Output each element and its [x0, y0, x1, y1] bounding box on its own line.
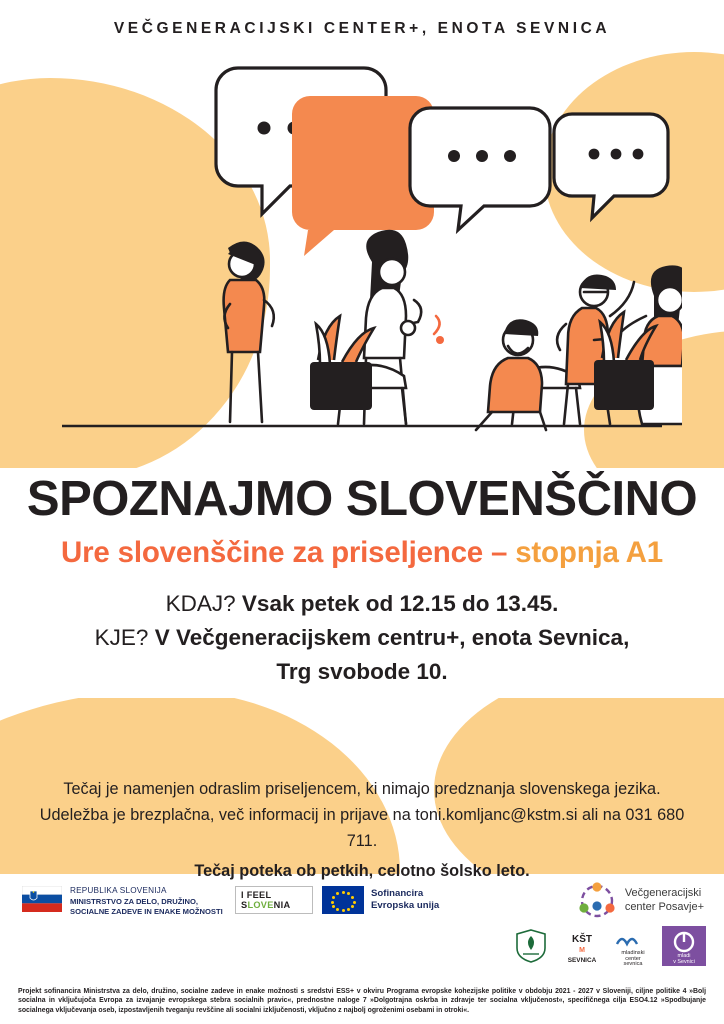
eu-line-2: Evropska unija	[371, 900, 440, 911]
ifeel-line-1: I FEEL	[241, 890, 272, 900]
mladi-v-sevnici-icon	[662, 926, 706, 966]
when-label: KDAJ?	[165, 591, 242, 617]
svg-text:KŠT: KŠT	[572, 934, 592, 945]
title-block	[0, 474, 724, 689]
obcina-sevnica-coat-of-arms-icon	[509, 926, 553, 966]
person-standing-left	[224, 241, 274, 422]
svg-text:SEVNICA: SEVNICA	[567, 957, 597, 964]
slovenia-flag-icon	[22, 886, 62, 912]
logo-kstm-sevnica	[560, 926, 604, 966]
gov-line-2: MINISTRSTVO ZA DELO, DRUŽINO,	[70, 896, 198, 906]
person-seated-bearded	[476, 319, 546, 430]
gov-line-1: REPUBLIKA SLOVENIJA	[70, 886, 167, 895]
svg-text:center: center	[625, 956, 641, 962]
svg-text:mladinski: mladinski	[621, 950, 645, 956]
illustration-svg	[42, 48, 682, 468]
eu-logo-text	[371, 888, 439, 913]
poster-subheadline	[0, 536, 724, 570]
logo-european-union	[322, 886, 439, 914]
vgc-logo-text	[625, 887, 704, 915]
logo-i-feel-slovenia	[235, 886, 313, 914]
ifeel-line-2: SLOVENIA	[241, 900, 291, 910]
poster-headline: SPOZNAJMO SLOVENŠČINO	[26, 472, 698, 526]
logo-obcina-sevnica	[509, 926, 553, 966]
logo-vgc-posavje	[576, 880, 704, 922]
organisation-title: VEČGENERACIJSKI CENTER+, ENOTA SEVNICA	[113, 20, 611, 37]
funding-fine-print: Projekt sofinancira Ministrstva za delo, družino, socialne zadeve in enake možnosti s sredstvi ESS+ v okviru Programa evropske kohezijske politike v obdobju 2021 - 2027 v Sloveniji, ciljne politike 4 »Bolj socialna in vključujoča Evropa za izvajanje evropskega stebra socialnih pravic«, prednostne naloge 7 »Dolgotrajna oskrba in zdravje ter socialna vključenost«, specifičnega cilja ESO4.12 »Spodbujanje socialnega vključevanja oseb, izpostavljenih tveganju revščine ali socialni izključenosti, vključno z najbolj ogroženimi osebami in otroki«.	[18, 987, 706, 1015]
eu-flag-icon	[322, 886, 364, 914]
eu-line-1: Sofinancira	[371, 887, 424, 899]
event-where-row	[0, 621, 724, 655]
body-emphasis: Tečaj poteka ob petkih, celotno šolsko leto.	[194, 862, 530, 881]
mladinski-center-icon	[611, 926, 655, 966]
body-paragraph: Tečaj je namenjen odraslim priseljencem, ki nimajo predznanja slovenskega jezika. Udeležba je brezplačna, več informacij in prijave na toni.komljanc@kstm.si ali na 031 680 711.	[39, 780, 685, 851]
body-copy	[34, 776, 690, 884]
illustration	[0, 48, 724, 468]
vgc-line-1: Večgeneracijski	[624, 887, 702, 900]
svg-text:M: M	[579, 947, 585, 954]
gov-line-3: SOCIALNE ZADEVE IN ENAKE MOŽNOSTI	[70, 906, 223, 916]
where-value-line-1: V Večgeneracijskem centru+, enota Sevnica,	[154, 625, 630, 651]
speech-bubble-white-right	[554, 114, 668, 218]
partner-logo-row	[509, 926, 706, 966]
when-value: Vsak petek od 12.15 do 13.45.	[241, 591, 559, 617]
subheadline-level: stopnja A1	[515, 536, 663, 570]
event-details	[0, 587, 724, 688]
vgc-line-2: center Posavje+	[624, 901, 704, 913]
logo-mladinski-center-sevnica	[611, 926, 655, 966]
kstm-sevnica-icon	[560, 926, 604, 966]
poster-header	[0, 20, 724, 38]
where-label: KJE?	[94, 625, 155, 651]
event-when-row	[0, 587, 724, 621]
svg-text:mladi: mladi	[677, 953, 691, 959]
logo-republika-slovenija	[22, 886, 223, 917]
subheadline-part-1: Ure slovenščine za priseljence –	[61, 536, 516, 570]
svg-text:sevnica: sevnica	[623, 961, 643, 966]
svg-text:v Sevnici: v Sevnici	[673, 959, 695, 965]
vgc-people-circle-icon	[576, 880, 618, 922]
speech-bubble-group	[216, 68, 668, 256]
where-value-line-2: Trg svobode 10.	[276, 658, 448, 684]
gov-logo-text	[70, 886, 223, 917]
logo-mladi-v-sevnici	[662, 926, 706, 966]
